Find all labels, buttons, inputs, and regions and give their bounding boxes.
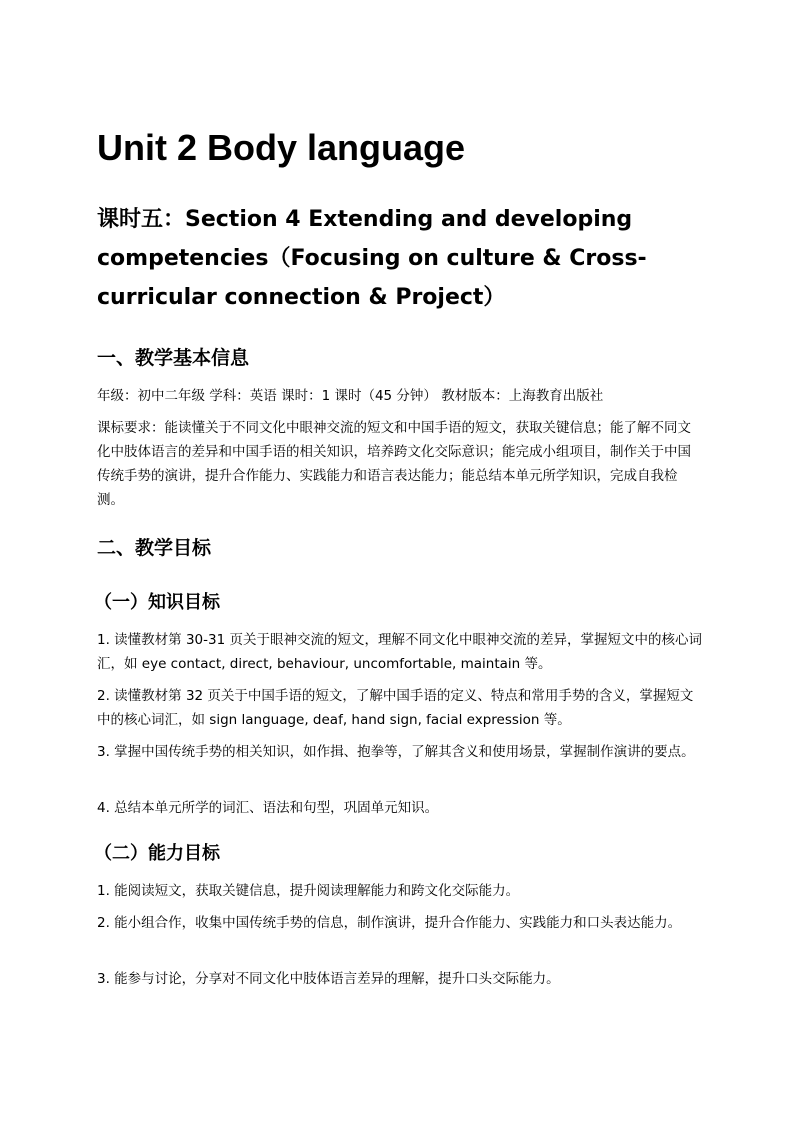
- ability-item-1: 1. 能阅读短文，获取关键信息，提升阅读理解能力和跨文化交际能力。: [97, 883, 520, 899]
- knowledge-item-3: 3. 掌握中国传统手势的相关知识，如作揖、抱拳等，了解其含义和使用场景，掌握制作演讲的要点。: [97, 744, 695, 760]
- document-title: Unit 2 Body language: [97, 127, 466, 168]
- basic-info-line: 年级：初中二年级 学科：英语 课时：1 课时（45 分钟） 教材版本：上海教育出版社: [97, 388, 604, 404]
- curriculum-requirements: 课标要求：能读懂关于不同文化中眼神交流的短文和中国手语的短文，获取关键信息；能了解不同文化中肢体语言的差异和中国手语的相关知识，培养跨文化交际意识；能完成小组项目，制作关于中国传统手势的演讲，提升合作能力、实践能力和语言表达能力；能总结本单元所学知识，完成自我检测。: [97, 420, 691, 508]
- knowledge-item-2: 2. 读懂教材第 32 页关于中国手语的短文，了解中国手语的定义、特点和常用手势的含义，掌握短文中的核心词汇，如 sign language, deaf, hand sign, facial expression 等。: [97, 688, 694, 728]
- ability-item-3: 3. 能参与讨论，分享对不同文化中肢体语言差异的理解，提升口头交际能力。: [97, 971, 560, 987]
- lesson-subtitle: 课时五：Section 4 Extending and developing competencies（Focusing on culture & Cross-curricular connection & Project）: [97, 207, 647, 310]
- section-basic-info-heading: 一、教学基本信息: [97, 347, 250, 369]
- section-objectives-heading: 二、教学目标: [97, 537, 212, 559]
- knowledge-objectives-heading: （一）知识目标: [94, 592, 220, 613]
- knowledge-item-4: 4. 总结本单元所学的词汇、语法和句型，巩固单元知识。: [97, 800, 439, 816]
- ability-item-2: 2. 能小组合作，收集中国传统手势的信息，制作演讲，提升合作能力、实践能力和口头表达能力。: [97, 915, 682, 931]
- ability-objectives-heading: （二）能力目标: [94, 843, 220, 864]
- knowledge-item-1: 1. 读懂教材第 30-31 页关于眼神交流的短文，理解不同文化中眼神交流的差异，掌握短文中的核心词汇，如 eye contact, direct, behaviour, uncomfortable, maintain 等。: [97, 632, 702, 672]
